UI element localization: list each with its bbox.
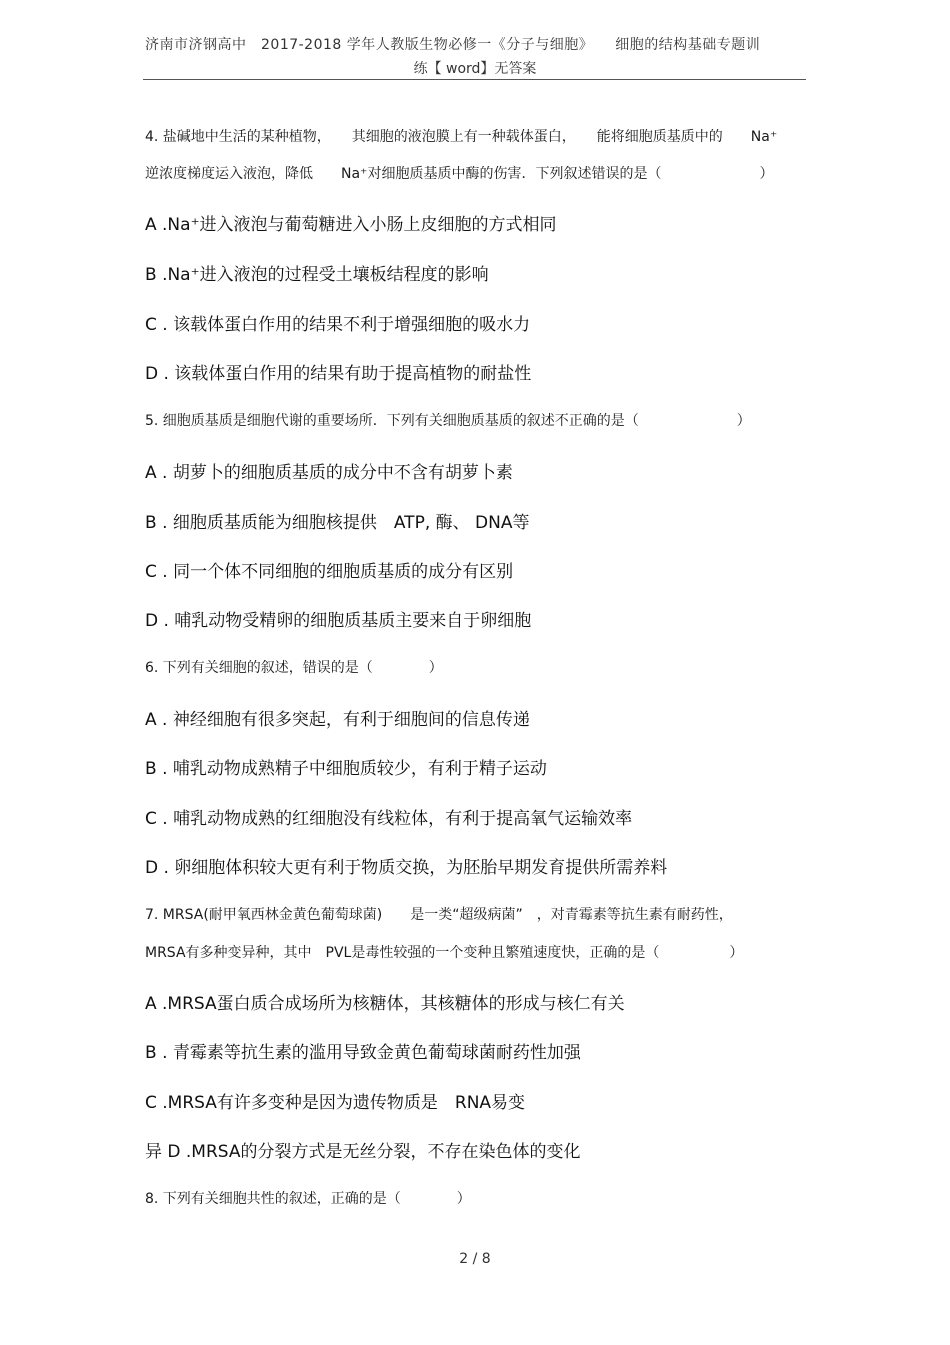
question-5-stem-line-1: 5. 细胞质基质是细胞代谢的重要场所．下列有关细胞质基质的叙述不正确的是（ ）	[145, 413, 751, 429]
page-number: 2 / 8	[459, 1251, 491, 1267]
question-6-option-a: A . 神经细胞有很多突起，有利于细胞间的信息传递	[145, 710, 530, 730]
question-5-option-a: A . 胡萝卜的细胞质基质的成分中不含有胡萝卜素	[145, 463, 513, 483]
question-8-stem-line-1: 8. 下列有关细胞共性的叙述，正确的是（ ）	[145, 1191, 471, 1207]
header-divider	[143, 79, 806, 80]
question-4-option-b: B .Na⁺进入液泡的过程受土壤板结程度的影响	[145, 265, 489, 285]
question-4-stem-line-1: 4. 盐碱地中生活的某种植物， 其细胞的液泡膜上有一种载体蛋白， 能将细胞质基质中的 Na⁺	[145, 129, 778, 145]
question-5-option-d: D . 哺乳动物受精卵的细胞质基质主要来自于卵细胞	[145, 611, 532, 631]
question-7-stem-line-1: 7. MRSA(耐甲氧西林金黄色葡萄球菌) 是一类“超级病菌” ，对青霉素等抗生素有耐药性，	[145, 907, 733, 923]
question-4-option-d: D . 该载体蛋白作用的结果有助于提高植物的耐盐性	[145, 364, 532, 384]
question-4-option-a: A .Na⁺进入液泡与葡萄糖进入小肠上皮细胞的方式相同	[145, 215, 557, 235]
question-6-option-b: B . 哺乳动物成熟精子中细胞质较少，有利于精子运动	[145, 759, 547, 779]
question-7-option-c: C .MRSA有许多变种是因为遗传物质是 RNA易变	[145, 1093, 526, 1113]
question-6-option-d: D . 卵细胞体积较大更有利于物质交换，为胚胎早期发育提供所需养料	[145, 858, 668, 878]
question-6-option-c: C . 哺乳动物成熟的红细胞没有线粒体，有利于提高氧气运输效率	[145, 809, 633, 829]
question-5-option-b: B . 细胞质基质能为细胞核提供 ATP, 酶、 DNA等	[145, 513, 530, 533]
question-4-option-c: C . 该载体蛋白作用的结果不利于增强细胞的吸水力	[145, 315, 531, 335]
question-7-option-a: A .MRSA蛋白质合成场所为核糖体，其核糖体的形成与核仁有关	[145, 994, 625, 1014]
question-7-option-b: B . 青霉素等抗生素的滥用导致金黄色葡萄球菌耐药性加强	[145, 1043, 581, 1063]
question-7-option-d: 异 D .MRSA的分裂方式是无丝分裂，不存在染色体的变化	[145, 1142, 581, 1162]
question-6-stem-line-1: 6. 下列有关细胞的叙述，错误的是（ ）	[145, 660, 443, 676]
question-5-option-c: C . 同一个体不同细胞的细胞质基质的成分有区别	[145, 562, 514, 582]
header-title-line1: 济南市济钢高中 2017-2018 学年人教版生物必修一《分子与细胞》 细胞的结构基础专题训	[145, 37, 761, 53]
header-title-line2: 练【 word】无答案	[413, 61, 537, 77]
question-4-stem-line-2: 逆浓度梯度运入液泡，降低 Na⁺对细胞质基质中酶的伤害．下列叙述错误的是（ ）	[145, 166, 774, 182]
question-7-stem-line-2: MRSA有多种变异种，其中 PVL是毒性较强的一个变种且繁殖速度快，正确的是（ ）	[145, 945, 744, 961]
